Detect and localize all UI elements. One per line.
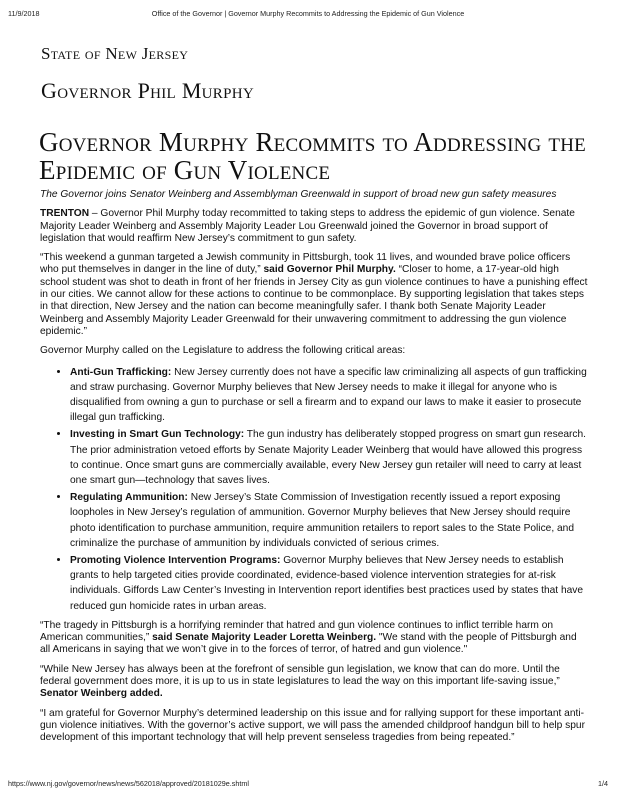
list-item-text: New Jersey currently does not have a specific law criminalizing all aspects of gun trafficking and straw purchasing. Governor Murphy believes that New Jersey needs to make it illegal for anyone who is disqualified from owning a gun to purchase or sell a firearm and to expand our laws to make it easier to prosecute illegal gun trafficking.: [70, 366, 587, 424]
paragraph-1-text: – Governor Phil Murphy today recommitted to taking steps to address the epidemic of gun violence. Senate Majority Leader Weinberg and Assembly Majority Leader Lou Greenwald joined the Governor in broad support of legislation that would reaffirm New Jersey’s commitment to gun safety.: [40, 208, 575, 244]
list-item-text: The gun industry has deliberately stopped progress on smart gun research. The prior administration vetoed efforts by Senate Majority Leader Weinberg that would have allowed this progress to continue. Once smart guns are commercially available, every New Jersey gun retailer will need to carry at least one smart gun—technology that saves lives.: [70, 429, 587, 486]
article-body: [40, 189, 588, 751]
quote-attribution: said Governor Phil Murphy.: [260, 264, 396, 276]
quote-text: "We stand with the people of Pittsburgh and all Americans in saying that we won’t give in to the forces of terror, of hatred and gun violence.": [40, 632, 577, 656]
governor-name-link[interactable]: Governor Phil Murphy: [41, 78, 255, 103]
paragraph-3: Governor Murphy called on the Legislature to address the following critical areas:: [40, 345, 406, 357]
list-item: [70, 427, 588, 488]
print-header: [8, 9, 608, 21]
quote-text: “The tragedy in Pittsburgh is a horrifying reminder that hatred and gun violence continues to inflict terrible harm on American communities,”: [40, 619, 554, 644]
paragraph-1: [40, 208, 588, 245]
list-item-title: Anti-Gun Trafficking:: [70, 366, 172, 378]
list-item: [70, 365, 588, 426]
list-item-text: New Jersey’s State Commission of Investigation recently issued a report exposing loopholes in New Jersey’s regulation of ammunition. Governor Murphy believes that New Jersey should require photo identification to purchase ammunition, require ammunition retailers to report sales to the State Police, and criminalize the purchase of ammunition by individuals convicted of serious crimes.: [70, 492, 574, 549]
article-headline: Governor Murphy Recommits to Addressing the Epidemic of Gun Violence: [39, 127, 586, 185]
paragraph-6: “I am grateful for Governor Murphy’s determined leadership on this issue and for rallying support for these important anti-gun violence initiatives. With the governor’s active support, we will pass the amended childproof handgun bill to help spur development of this important technology that will help prevent senseless tragedies from being repeated.”: [40, 707, 585, 744]
list-item-text: Governor Murphy believes that New Jersey needs to establish grants to help targeted cities provide coordinated, evidence-based violence intervention strategies for at-risk individuals. Giffords Law Center’s Investing in Intervention report identifies best practices used by states that have reduced gun homicide rates in urban areas.: [70, 555, 584, 612]
print-date: 11/9/2018: [8, 9, 40, 18]
list-item: [70, 553, 588, 614]
paragraph-4: [40, 620, 588, 657]
quote-attribution: Senator Weinberg added.: [40, 688, 163, 700]
quote-text: “While New Jersey has always been at the forefront of sensible gun legislation, we know that can do more. Until the federal government does more, it is up to us in state legislatures to lead the way on this important life-saving issue,”: [40, 663, 560, 687]
quote-text: “This weekend a gunman targeted a Jewish community in Pittsburgh, took 11 lives, and wounded brave police officers who put themselves in danger in the line of duty,”: [40, 252, 571, 276]
quote-attribution: said Senate Majority Leader Loretta Weinberg.: [149, 632, 377, 644]
list-item-title: Regulating Ammunition:: [70, 492, 188, 504]
list-item-title: Investing in Smart Gun Technology:: [70, 429, 245, 441]
critical-areas-list: [40, 365, 588, 614]
list-item-title: Promoting Violence Intervention Programs:: [70, 555, 281, 566]
list-item: [70, 490, 588, 551]
quote-text: “Closer to home, a 17-year-old high school student was shot to death in front of her friends in Jersey City as gun violence continues to have a punishing effect in our cities. We cannot allow for these actions to continue to be commonplace. By supporting legislation that takes steps in that direction, New Jersey and the nation can become meaningfully safer. I thank both Senate Majority Leader Weinberg and Assembly Majority Leader Greenwald for their unwavering commitment to addressing the gun violence epidemic.”: [40, 264, 588, 337]
print-footer: [8, 779, 608, 791]
page-number: 1/4: [598, 779, 608, 788]
paragraph-5: [40, 664, 588, 701]
print-page-title: Office of the Governor | Governor Murphy Recommits to Addressing the Epidemic of Gun Violence: [151, 9, 465, 18]
paragraph-2: [40, 252, 588, 338]
state-name-link[interactable]: State of New Jersey: [41, 44, 189, 63]
page-url: https://www.nj.gov/governor/news/news/562018/approved/20181029e.shtml: [8, 779, 249, 788]
dateline: TRENTON: [40, 208, 90, 220]
article-subtitle: The Governor joins Senator Weinberg and Assemblyman Greenwald in support of broad new gun safety measures: [40, 189, 557, 200]
